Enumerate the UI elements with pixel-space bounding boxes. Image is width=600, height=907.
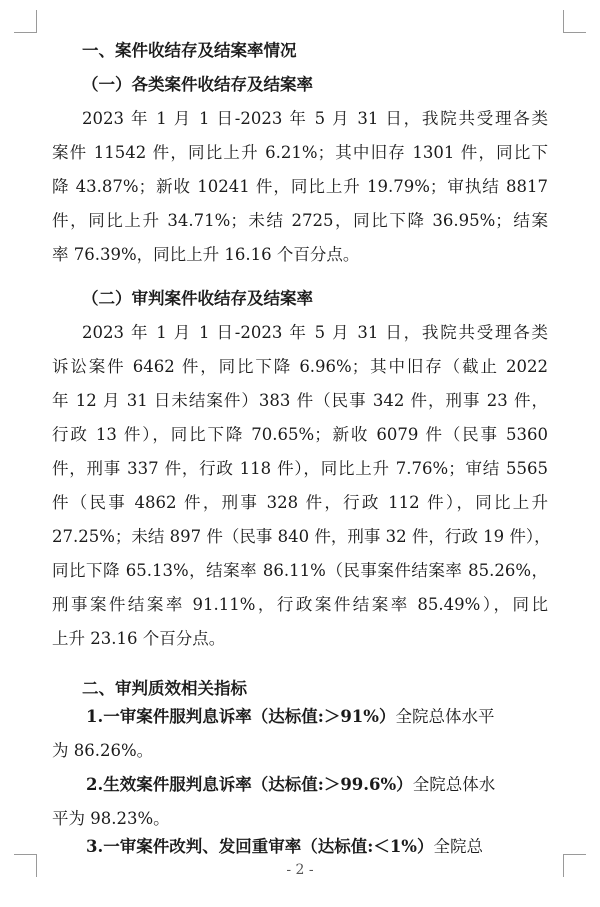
paragraph-line: 年 12 月 31 日未结案件）383 件（民事 342 件，刑事 23 件， xyxy=(52,391,548,410)
paragraph-line: 上升 23.16 个百分点。 xyxy=(52,629,226,648)
indicator-item-3 xyxy=(86,834,548,860)
subsection-heading-1: （一）各类案件收结存及结案率 xyxy=(82,75,313,94)
paragraph-line: 2023 年 1 月 1 日-2023 年 5 月 31 日，我院共受理各类 xyxy=(82,323,548,342)
corner-mark-top-left xyxy=(14,10,37,33)
indicator-item-1-cont: 为 86.26%。 xyxy=(52,741,154,760)
paragraph-line: 件，同比上升 34.71%；未结 2725，同比下降 36.95%；结案 xyxy=(52,211,548,230)
page-number: - 2 - xyxy=(286,862,314,878)
paragraph-line: 降 43.87%；新收 10241 件，同比上升 19.79%；审执结 8817 xyxy=(52,177,548,196)
indicator-text: 全院总体水 xyxy=(412,775,496,794)
paragraph-line: 率 76.39%，同比上升 16.16 个百分点。 xyxy=(52,245,360,264)
paragraph-line: 件，刑事 337 件，行政 118 件），同比上升 7.76%；审结 5565 xyxy=(52,459,548,478)
paragraph-line: 件（民事 4862 件，刑事 328 件，行政 112 件），同比上升 xyxy=(52,493,548,512)
paragraph-line: 2023 年 1 月 1 日-2023 年 5 月 31 日，我院共受理各类 xyxy=(82,109,548,128)
indicator-item-2-cont: 平为 98.23%。 xyxy=(52,809,170,828)
section-heading-2: 二、审判质效相关指标 xyxy=(82,679,247,698)
section-heading-1: 一、案件收结存及结案率情况 xyxy=(82,41,297,60)
indicator-item-1 xyxy=(86,704,548,730)
corner-mark-top-right xyxy=(563,10,586,33)
paragraph-line: 刑事案件结案率 91.11%，行政案件结案率 85.49%），同比 xyxy=(52,595,548,614)
indicator-text: 全院总体水平 xyxy=(395,707,495,726)
paragraph-line: 同比下降 65.13%，结案率 86.11%（民事案件结案率 85.26%， xyxy=(52,561,548,580)
paragraph-line: 行政 13 件），同比下降 70.65%；新收 6079 件（民事 5360 xyxy=(52,425,548,444)
paragraph-line: 27.25%；未结 897 件（民事 840 件，刑事 32 件，行政 19 件）， xyxy=(52,527,551,546)
indicator-label: 3.一审案件改判、发回重审率（达标值:＜1%） xyxy=(86,837,434,856)
indicator-text: 全院总 xyxy=(433,837,483,856)
indicator-label: 2.生效案件服判息诉率（达标值:＞99.6%） xyxy=(86,775,413,794)
indicator-item-2 xyxy=(86,772,548,798)
subsection-heading-2: （二）审判案件收结存及结案率 xyxy=(82,289,313,308)
indicator-label: 1.一审案件服判息诉率（达标值:＞91%） xyxy=(86,707,396,726)
paragraph-line: 诉讼案件 6462 件，同比下降 6.96%；其中旧存（截止 2022 xyxy=(52,357,548,376)
paragraph-line: 案件 11542 件，同比上升 6.21%；其中旧存 1301 件，同比下 xyxy=(52,143,548,162)
